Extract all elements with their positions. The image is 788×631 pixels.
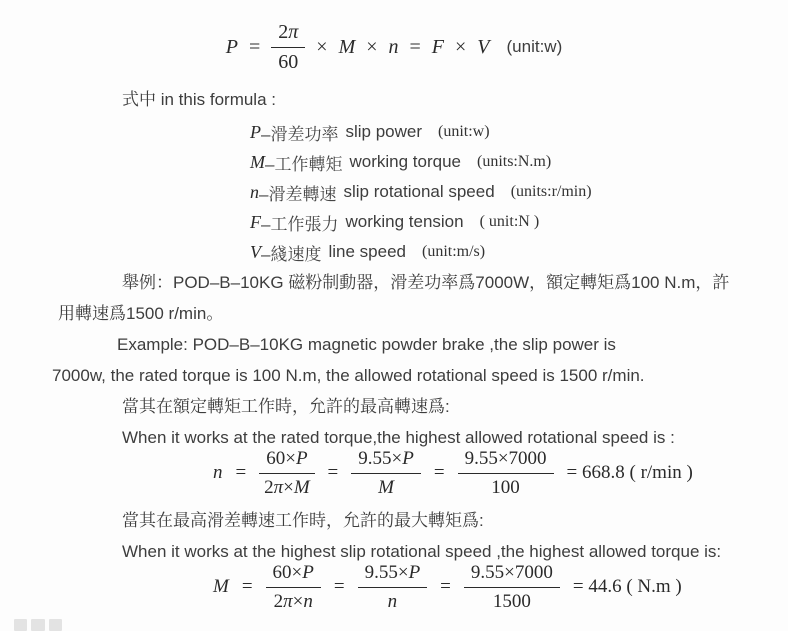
- equals-sign: =: [333, 576, 345, 597]
- example-paragraph-cn-line2: 用轉速爲1500 r/min。: [58, 304, 224, 323]
- times-sign: ×: [292, 590, 304, 612]
- definition-symbol: n: [250, 181, 259, 202]
- numerator-var: P: [295, 448, 308, 470]
- definition-symbol: P: [250, 121, 261, 142]
- formula-result: = 44.6 ( N.m ): [572, 576, 682, 597]
- definition-item-p: [250, 117, 788, 147]
- formula-var-v: V: [477, 35, 490, 58]
- formula-var-f: F: [431, 35, 445, 58]
- fraction-numerator: [259, 448, 314, 473]
- definitions-intro: 式中 in this formula :: [122, 90, 276, 109]
- definition-term-en: line speed: [328, 242, 406, 261]
- fraction-955p-n: [358, 562, 428, 612]
- denominator-var: M: [293, 476, 310, 498]
- fraction-2pi-60: [271, 21, 305, 73]
- formula-var-n: n: [388, 35, 399, 58]
- definition-item-m: [250, 147, 788, 177]
- fraction-denominator: 1500: [492, 590, 531, 612]
- rated-torque-speed-formula: [213, 447, 788, 499]
- example-paragraph-cn-line1: 舉例：POD–B–10KG 磁粉制動器，滑差功率爲7000W，額定轉矩爲100 N.m，許: [122, 273, 730, 292]
- definition-term-cn: –綫速度: [261, 244, 322, 264]
- denominator-coeff: 2: [264, 476, 274, 498]
- definition-term-en: working torque: [349, 152, 461, 171]
- max-speed-torque-formula: [213, 561, 788, 613]
- definition-term-cn: –滑差功率: [261, 124, 339, 144]
- fraction-numerator: 9.55×7000: [458, 448, 554, 473]
- definition-symbol: V: [250, 241, 261, 262]
- rated-torque-case-en: When it works at the rated torque,the highest allowed rotational speed is :: [122, 428, 675, 447]
- pi-symbol: π: [273, 476, 284, 498]
- definition-term-cn: –工作張力: [261, 214, 339, 234]
- times-sign: ×: [366, 35, 378, 58]
- numerator-coeff: 9.55×: [364, 562, 409, 584]
- numerator-coeff: 2: [278, 21, 289, 44]
- denominator-var: n: [303, 590, 313, 612]
- times-sign: ×: [316, 35, 328, 58]
- definition-term-en: working tension: [345, 212, 464, 231]
- scan-artifact-blob: [14, 619, 27, 631]
- pi-symbol: π: [288, 21, 299, 44]
- equals-sign: =: [235, 462, 247, 483]
- fraction-denominator: [264, 474, 310, 498]
- times-sign: ×: [455, 35, 467, 58]
- example-paragraph-en-line1: Example: POD–B–10KG magnetic powder brake ,the slip power is: [117, 335, 616, 354]
- formula-unit-label: (unit:w): [506, 37, 563, 56]
- formula-result: = 668.8 ( r/min ): [566, 462, 693, 483]
- numerator-coeff: 60×: [266, 448, 296, 470]
- rated-torque-case-cn: 當其在額定轉矩工作時，允許的最高轉速爲:: [122, 397, 450, 416]
- variable-definitions-list: [250, 117, 788, 267]
- definition-term-en: slip power: [345, 122, 423, 141]
- fraction-denominator: 100: [491, 476, 520, 498]
- definition-unit: (unit:w): [438, 123, 490, 140]
- numerator-var: P: [402, 448, 414, 470]
- equals-sign: =: [409, 35, 421, 58]
- fraction-numerator: [266, 562, 321, 587]
- definition-unit: (units:r/min): [510, 183, 592, 200]
- definition-item-n: [250, 177, 788, 207]
- definition-symbol: M: [250, 151, 265, 172]
- definition-unit: (unit:m/s): [421, 243, 486, 260]
- fraction-60p-2pin: [266, 562, 321, 612]
- formula-var-n: n: [213, 462, 223, 483]
- formula-var-p: P: [225, 35, 238, 58]
- formula-var-m: M: [213, 576, 229, 597]
- equals-sign: =: [433, 462, 445, 483]
- max-speed-case-cn: 當其在最高滑差轉速工作時，允許的最大轉矩爲:: [122, 511, 484, 530]
- slip-power-formula: [0, 18, 788, 76]
- scan-artifact-blob: [49, 619, 62, 631]
- definition-term-cn: –工作轉矩: [265, 154, 343, 174]
- definition-term-cn: –滑差轉速: [259, 184, 337, 204]
- pi-symbol: π: [283, 590, 293, 612]
- max-speed-case-en: When it works at the highest slip rotational speed ,the highest allowed torque is:: [122, 542, 722, 561]
- definition-item-v: [250, 237, 788, 267]
- equals-sign: =: [327, 462, 339, 483]
- fraction-955x7000-1500: [464, 562, 560, 612]
- example-paragraph-en-line2: 7000w, the rated torque is 100 N.m, the allowed rotational speed is 1500 r/min.: [52, 366, 645, 385]
- numerator-var: P: [408, 562, 421, 584]
- denominator-coeff: 2: [273, 590, 284, 612]
- times-sign: ×: [283, 476, 294, 498]
- definition-term-en: slip rotational speed: [343, 182, 495, 201]
- scan-artifact-blob: [31, 619, 44, 631]
- numerator-coeff: 9.55×: [358, 448, 403, 470]
- equals-sign: =: [241, 576, 253, 597]
- fraction-denominator: n: [387, 590, 398, 612]
- definition-unit: ( unit:N ): [479, 213, 540, 230]
- fraction-numerator: [271, 21, 305, 47]
- fraction-955p-m: [351, 448, 421, 498]
- fraction-60p-2pim: [259, 448, 314, 498]
- numerator-coeff: 60×: [272, 562, 303, 584]
- fraction-denominator: M: [378, 476, 394, 498]
- formula-var-m: M: [338, 35, 356, 58]
- fraction-denominator: [274, 588, 313, 612]
- fraction-denominator: 60: [278, 50, 299, 73]
- definition-unit: (units:N.m): [476, 153, 552, 170]
- equals-sign: =: [440, 576, 451, 597]
- scan-artifact: [14, 619, 62, 631]
- equals-sign: =: [248, 35, 261, 58]
- fraction-numerator: [351, 448, 421, 473]
- fraction-955x7000-100: [458, 448, 554, 498]
- numerator-var: P: [302, 562, 314, 584]
- fraction-numerator: [358, 562, 428, 587]
- definition-item-f: [250, 207, 788, 237]
- fraction-numerator: 9.55×7000: [464, 562, 560, 587]
- definition-symbol: F: [250, 211, 261, 232]
